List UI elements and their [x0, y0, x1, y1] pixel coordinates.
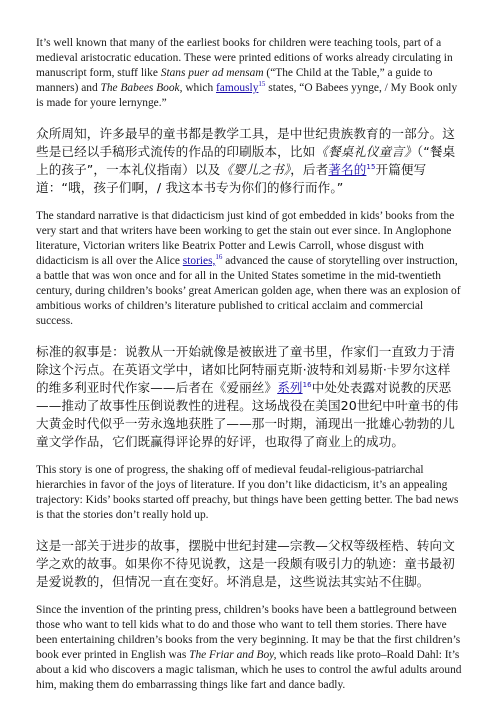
- paragraph-4-english: [36, 603, 462, 693]
- p1-zh-title-2: 《婴儿之书》: [220, 162, 291, 177]
- p1-en-text-a: It’s well known that many of the earliest books for children were teaching tools, part of a medieval aristocratic education. These were printed editions of works already circulating in manuscript form, stuff like: [36, 37, 453, 79]
- famously-link[interactable]: famously: [216, 82, 259, 94]
- p4-en-text-a: Since the invention of the printing press, children’s books have been a battleground between those who want to tell kids what to do and those who want to tell them stories. There have been entertaining children’s books from the very beginning. It may be that the first children’s book ever printed in English was: [36, 604, 461, 661]
- p1-zh-title-1: 《餐桌礼仪童言》: [315, 144, 417, 159]
- stories-link[interactable]: stories,: [182, 255, 216, 267]
- p1-zh-text-d: 开篇便写道：“哦，孩子们啊，/ 我这本书专为你们的修行而作。”: [36, 162, 427, 195]
- article-body: [36, 36, 462, 707]
- paragraph-1-chinese: [36, 125, 462, 197]
- p2-zh-text-a: 标准的叙事是：说教从一开始就像是被嵌进了童书里，作家们一直致力于清除这个污点。在英语文学中，诸如比阿特丽克斯·波特和刘易斯·卡罗尔这样的维多利亚时代作家——后者在《爱丽丝》: [36, 344, 455, 395]
- series-link-zh[interactable]: 系列: [277, 380, 303, 395]
- p4-en-text-b: which reads like proto–Roald Dahl: It’s about a kid who discovers a magic talisman, which he uses to control the awful adults around him, making them do embarrassing things like fart and dance badly.: [36, 649, 462, 691]
- paragraph-1-english: [36, 36, 462, 111]
- paragraph-3-chinese: 这是一部关于进步的故事，摆脱中世纪封建—宗教—父权等级桎梏、转向文学之欢的故事。如果你不待见说教，这是一段颇有吸引力的轨迹：童书最初是爱说教的，但情况一直在变好。坏消息是，这些说法其实站不住脚。: [36, 538, 455, 589]
- paragraph-2-chinese: [36, 343, 462, 451]
- paragraph-2-english: [36, 209, 462, 329]
- p2-en-text-b: advanced the cause of storytelling over instruction, a battle that was won once and for all in the United States sometime in the mid-twentieth century, during children’s books’ great American golden age, when there was an explosion of ambitious works of children’s literature published to critical acclaim and commercial success.: [36, 255, 461, 327]
- footnote-15-ref-zh[interactable]: 15: [366, 162, 376, 171]
- p4-en-title-friar-and-boy: The Friar and Boy,: [189, 649, 277, 661]
- p2-zh-text-b: 中处处表露对说教的厌恶——推动了故事性压倒说教性的进程。这场战役在美国20世纪中叶童书的伟大黄金时代似乎一劳永逸地获胜了——那一时期，涌现出一批雄心勃勃的儿童文学作品，它们既赢得评论界的好评，也取得了商业上的成功。: [36, 380, 459, 449]
- footnote-15-ref[interactable]: 15: [258, 80, 266, 89]
- p1-zh-text-a: 众所周知，许多最早的童书都是教学工具，是中世纪贵族教育的一部分。这些是已经以手稿形式流传的作品的印刷版本，比如: [36, 126, 455, 159]
- famous-link-zh[interactable]: 著名的: [328, 162, 367, 177]
- p1-en-title-babees-book: The Babees Book,: [100, 82, 183, 94]
- p1-en-text-d: states, “O Babees yynge, / My Book only is made for youre lernynge.”: [36, 82, 458, 109]
- footnote-16-ref-zh[interactable]: 16: [302, 380, 312, 389]
- p1-en-text-c: which: [182, 82, 217, 94]
- p1-en-text-b: (“The Child at the Table,” a guide to manners) and: [36, 67, 433, 94]
- footnote-16-ref[interactable]: 16: [215, 253, 223, 262]
- paragraph-3-english: This story is one of progress, the shaking off of medieval feudal-religious-patriarchal hierarchies in favor of the joys of literature. If you don’t like didacticism, it’s an appealing trajectory: Kids’ books started off preachy, but things have been getting better. The bad news is that the stories don’t really hold up.: [36, 464, 459, 521]
- p1-zh-text-b: （“餐桌上的孩子”，一本礼仪指南）以及: [36, 144, 456, 177]
- p1-zh-text-c: ，后者: [290, 162, 329, 177]
- p2-en-text-a: The standard narrative is that didacticism just kind of got embedded in kids’ books from the very start and that writers have been working to get the stain out ever since. In Anglophone literature, Victorian writers like Beatrix Potter and Lewis Carroll, whose disgust with didacticism is all over the Alice: [36, 210, 455, 267]
- p1-en-title-stans-puer: Stans puer ad mensam: [160, 67, 264, 79]
